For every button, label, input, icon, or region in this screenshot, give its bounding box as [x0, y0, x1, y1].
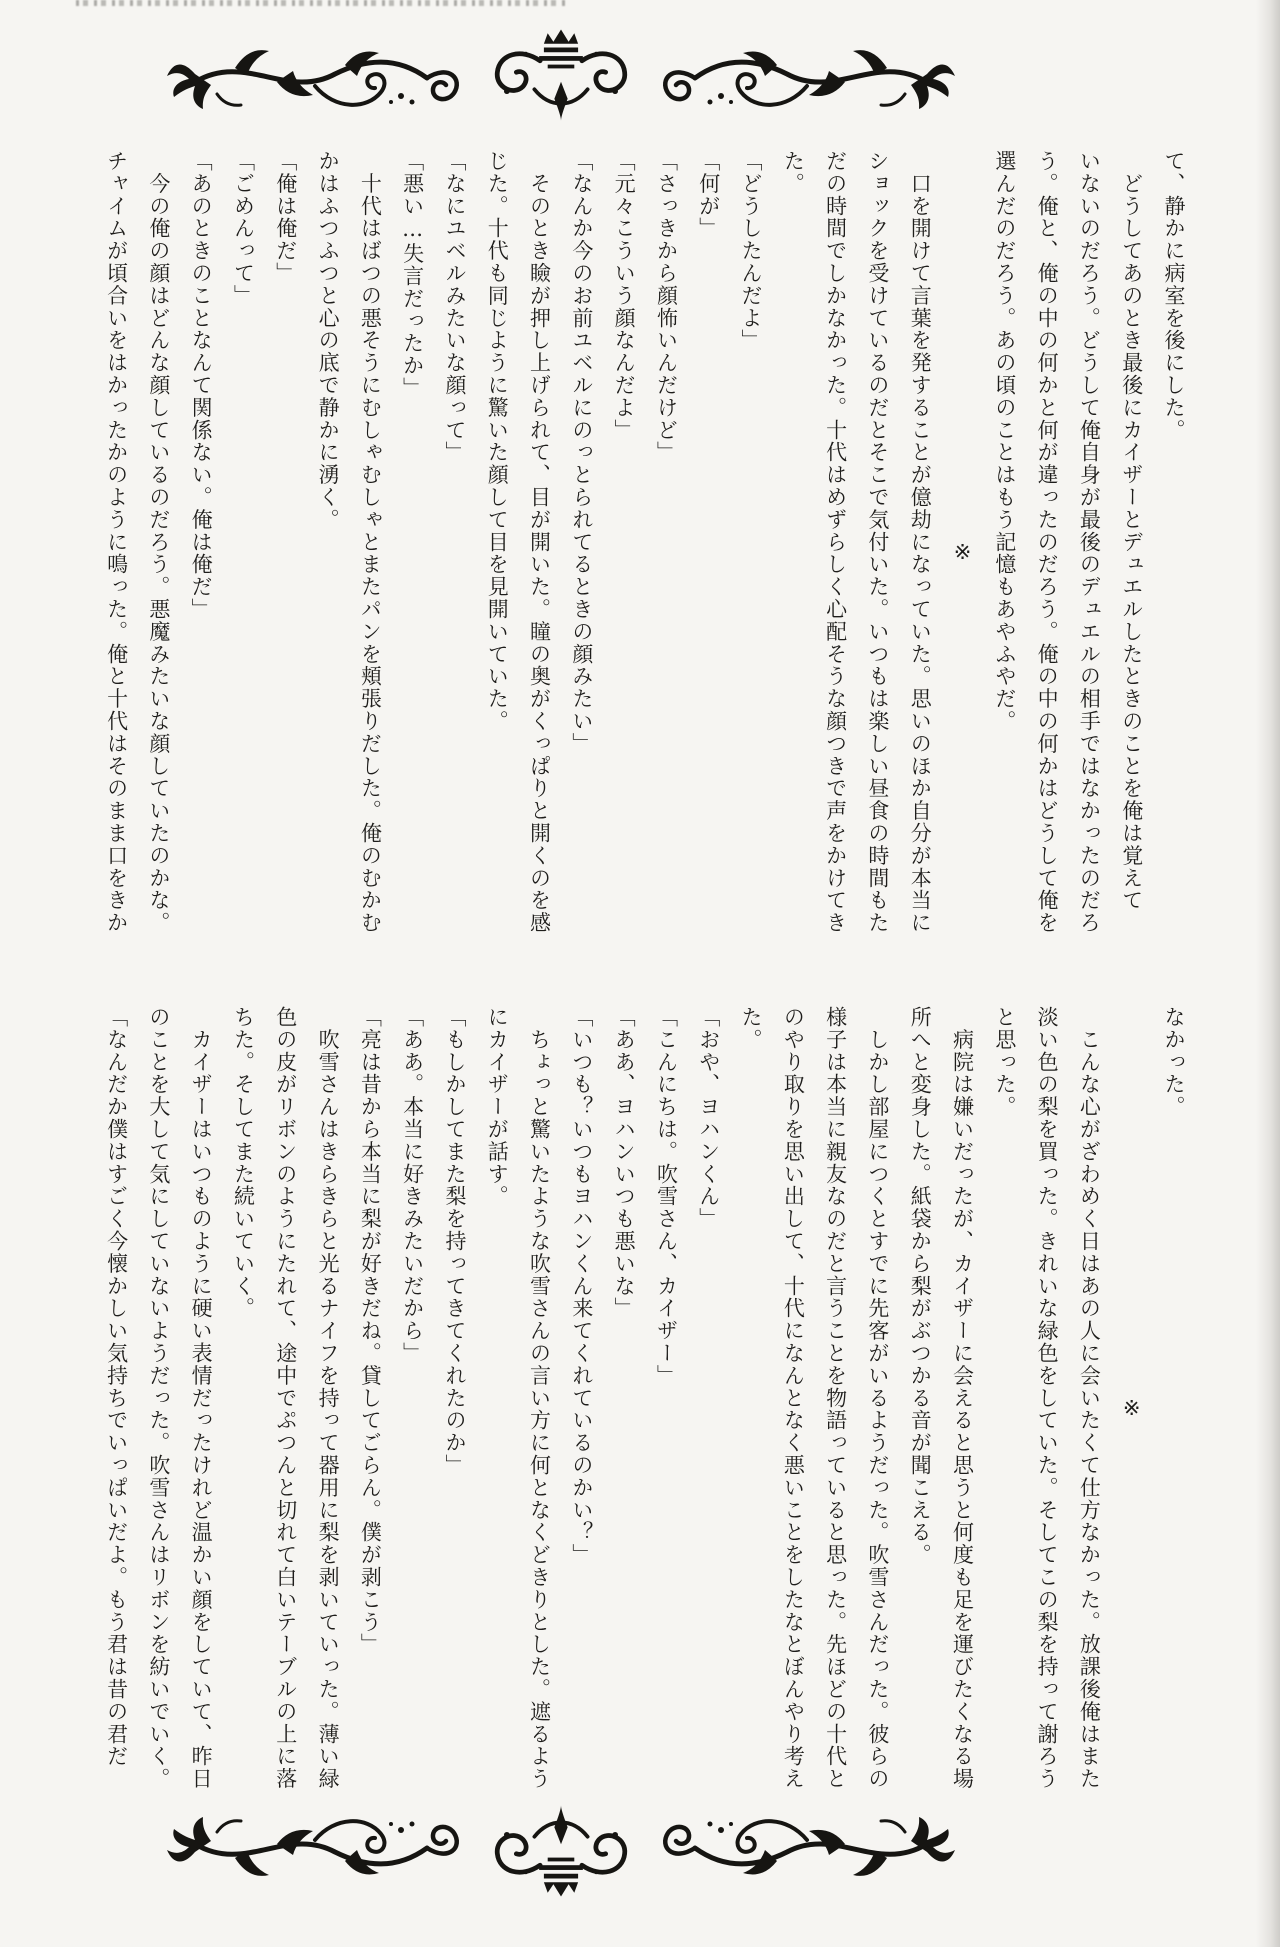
text-column: 淡い色の梨を買った。きれいな緑色をしていた。そしてこの梨を持って謝ろう — [1035, 1006, 1060, 1790]
text-column: 「元々こういう顔なんだよ」 — [612, 150, 637, 442]
text-column: 「こんにちは。吹雪さん、カイザー」 — [654, 1006, 679, 1387]
text-column: 「なんか今のお前ユベルにのっとられてるときの顔みたい」 — [569, 150, 594, 755]
text-column: 「何が」 — [696, 150, 721, 240]
text-column: こんな心がざわめく日はあの人に会いたくて仕方なかった。放課後俺はまた — [1077, 1006, 1102, 1790]
text-column: のやり取りを思い出して、十代になんとなく悪いことをしたなとぼんやり考え — [781, 1006, 806, 1790]
text-column: ショックを受けているのだとそこで気付いた。いつもは楽しい昼食の時間もた — [865, 150, 890, 934]
floral-flourish-right-icon — [657, 1808, 957, 1892]
text-column: カイザーはいつものように硬い表情だったけれど温かい顔をしていて、昨日 — [189, 1006, 214, 1790]
scan-edge-shadow — [1256, 0, 1280, 1947]
floral-flourish-left-icon — [165, 1808, 465, 1892]
text-column: 「どうしたんだよ」 — [739, 150, 764, 352]
text-column: 「ああ。本当に好きみたいだから」 — [400, 1006, 425, 1365]
text-column: しかし部屋につくとすでに先客がいるようだった。吹雪さんだった。彼らの — [865, 1006, 890, 1790]
text-column: 病院は嫌いだったが、カイザーに会えると思うと何度も足を運びたくなる場 — [950, 1006, 975, 1790]
section-divider-mark: ※ — [1119, 1396, 1144, 1420]
text-column: 「もしかしてまた梨を持ってきてくれたのか」 — [442, 1006, 467, 1477]
text-column: いないのだろう。どうして俺自身が最後のデュエルの相手ではなかったのだろ — [1077, 150, 1102, 934]
text-column: ちた。そしてまた続いていく。 — [231, 1006, 256, 1320]
crown-flourish-center-icon — [485, 1802, 637, 1898]
cropped-print-fragment — [76, 0, 568, 6]
text-column: 「なにユベルみたいな顔って」 — [442, 150, 467, 464]
text-column: う。俺と、俺の中の何かと何が違ったのだろう。俺の中の何かはどうして俺を — [1035, 150, 1060, 934]
bottom-ornament-row — [165, 1800, 957, 1900]
text-column: 選んだのだろう。あの頃のことはもう記憶もあやふやだ。 — [992, 150, 1017, 733]
text-column: 「ごめんって」 — [231, 150, 256, 307]
text-column: と思った。 — [992, 1006, 1017, 1118]
text-column: かはふつふつと心の底で静かに湧く。 — [316, 150, 341, 531]
lower-text-block — [95, 1006, 1195, 1810]
text-column: て、静かに病室を後にした。 — [1162, 150, 1186, 442]
text-column: のことを大して気にしていないようだった。吹雪さんはリボンを紡いでいく。 — [146, 1006, 171, 1790]
text-column: 所へと変身した。紙袋から梨がぶつかる音が聞こえる。 — [908, 1006, 933, 1566]
text-column: 今の俺の顔はどんな顔しているのだろう。悪魔みたいな顔していたのかな。 — [146, 150, 171, 934]
text-column: じた。十代も同じように驚いた顔して目を見開いていた。 — [485, 150, 510, 733]
text-column: チャイムが頃合いをはかったかのように鳴った。俺と十代はそのまま口をきか — [104, 150, 129, 934]
text-column: 「ああ、ヨハンいつも悪いな」 — [612, 1006, 637, 1320]
text-column: 口を開けて言葉を発することが億劫になっていた。思いのほか自分が本当に — [908, 150, 933, 934]
top-ornament-row — [165, 26, 957, 126]
text-column: どうしてあのとき最後にカイザーとデュエルしたときのことを俺は覚えて — [1119, 150, 1144, 912]
text-column: ちょっと驚いたような吹雪さんの言い方に何となくどきりとした。遮るよう — [527, 1006, 552, 1790]
text-column: た。 — [781, 150, 806, 195]
text-column: だの時間でしかなかった。十代はめずらしく心配そうな顔つきで声をかけてき — [823, 150, 848, 934]
text-column: た。 — [739, 1006, 764, 1051]
text-column: 色の皮がリボンのようにたれて、途中でぷつんと切れて白いテーブルの上に落 — [273, 1006, 298, 1790]
text-column: なかった。 — [1162, 1006, 1186, 1118]
text-column: そのとき瞼が押し上げられて、目が開いた。瞳の奥がくっぱりと開くのを感 — [527, 150, 552, 934]
floral-flourish-right-icon — [657, 34, 957, 118]
text-column: 吹雪さんはきらきらと光るナイフを持って器用に梨を剥いていった。薄い緑 — [316, 1006, 341, 1790]
floral-flourish-left-icon — [165, 34, 465, 118]
text-column: にカイザーが話す。 — [485, 1006, 510, 1208]
text-column: 様子は本当に親友なのだと言うことを物語っていると思った。先ほどの十代と — [823, 1006, 848, 1790]
text-column: 「いつも？いつもヨハンくん来てくれているのかい？」 — [569, 1006, 594, 1566]
text-column: 十代はばつの悪そうにむしゃむしゃとまたパンを頬張りだした。俺のむかむ — [358, 150, 383, 934]
upper-text-block — [95, 150, 1195, 954]
text-column: 「俺は俺だ」 — [273, 150, 298, 285]
crown-flourish-center-icon — [485, 28, 637, 124]
text-column: 「あのときのことなんて関係ない。俺は俺だ」 — [189, 150, 214, 621]
text-column: 「さっきから顔怖いんだけど」 — [654, 150, 679, 464]
text-column: 「おや、ヨハンくん」 — [696, 1006, 721, 1230]
text-column: 「なんだか僕はすごく今懐かしい気持ちでいっぱいだよ。もう君は昔の君だ — [104, 1006, 129, 1768]
text-column: 「亮は昔から本当に梨が好きだね。貸してごらん。僕が剥こう」 — [358, 1006, 383, 1656]
section-divider-mark: ※ — [950, 540, 975, 564]
text-column: 「悪い…失言だったか」 — [400, 150, 425, 400]
